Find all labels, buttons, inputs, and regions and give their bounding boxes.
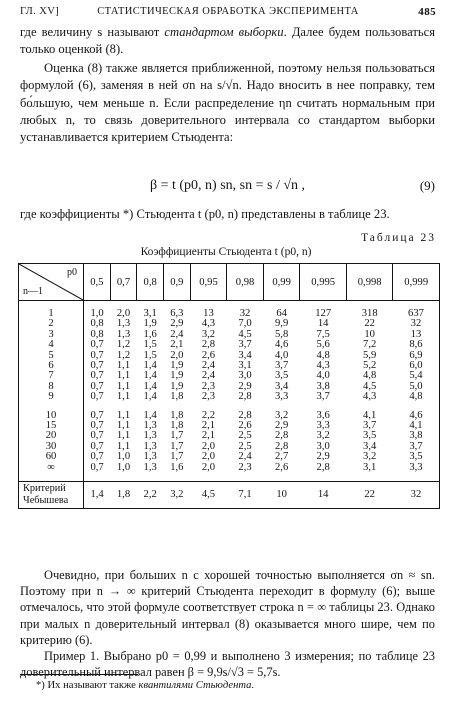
value-cell: 637 [408, 308, 424, 319]
value-cell: 4,0 [275, 349, 289, 361]
value-cell: 0,7 [90, 430, 104, 442]
row-n-cell: 7 [19, 371, 84, 381]
table-row [19, 309, 440, 319]
value-cell: 2,6 [201, 349, 216, 361]
value-cell: 4,1 [409, 420, 423, 432]
value-cell: 22 [364, 318, 375, 330]
chebyshev-value: 3,2 [164, 482, 191, 509]
value-cell: 1,7 [170, 440, 184, 452]
value-cell: 2,4 [201, 370, 216, 382]
page-number: 485 [418, 6, 436, 18]
formula-9 [20, 178, 435, 200]
spacer-cell [84, 473, 440, 482]
table-row [19, 421, 440, 431]
value-cell: 1,3 [143, 440, 157, 452]
value-cell: 5,0 [409, 380, 423, 392]
spacer-cell [84, 301, 440, 310]
value-cell: 1,3 [143, 461, 157, 473]
value-cell: 7,2 [363, 339, 377, 351]
value-cell: 1,4 [143, 380, 157, 392]
value-cell: 5,6 [316, 339, 330, 351]
row-n-cell: 30 [19, 442, 84, 452]
value-cell: 1,0 [116, 451, 131, 463]
table-row [19, 463, 440, 473]
value-cell: 1,7 [170, 451, 184, 463]
value-cell: 2,3 [238, 461, 252, 473]
value-cell: 4,1 [363, 409, 377, 421]
table-row [19, 452, 440, 462]
value-cell: 2,0 [116, 308, 131, 319]
value-cell: 127 [315, 308, 332, 319]
value-cell: 2,5 [238, 430, 252, 442]
value-cell: 4,6 [409, 409, 423, 421]
value-cell: 1,9 [170, 370, 184, 382]
value-cell: 2,0 [201, 440, 216, 452]
corner-cell [19, 264, 84, 301]
example-1: Пример 1. Выбрано p0 = 0,99 и выполнено 3 измерения; по таблице 23 доверительный интервал равен β = 9,9s/√3 = 5,7s. [20, 649, 435, 680]
value-cell: 1,9 [170, 380, 184, 392]
value-cell: 13 [203, 308, 214, 319]
value-cell: 2,8 [201, 339, 216, 351]
value-cell: 2,1 [201, 430, 216, 442]
para4-text: Очевидно, при больших n с хорошей точностью выполняется σn ≈ sn. Поэтому при n → ∞ критерий Стьюдента переходит в формулу (6); выше отмечалось, что этой формуле соответствует строка n = ∞ таблицы 23. Однако при малых n доверительный интервал (8) оказывается много шире, чем по критерию (6). [20, 568, 435, 647]
value-cell: 3,7 [238, 339, 252, 351]
value-cell: 318 [361, 308, 378, 319]
value-cell: 4,0 [316, 370, 330, 382]
value-cell: 3,4 [363, 440, 377, 452]
value-cell: 2,1 [170, 339, 184, 351]
value-cell: 4,8 [363, 370, 377, 382]
value-cell: 3,4 [238, 349, 252, 361]
value-cell: 4,6 [275, 339, 289, 351]
value-cell: 1,7 [170, 430, 184, 442]
chebyshev-label [19, 482, 84, 509]
value-cell: 1,6 [143, 328, 157, 340]
value-cell: 8,6 [409, 339, 423, 351]
value-cell: 3,7 [316, 391, 330, 403]
value-cell: 2,3 [201, 380, 216, 392]
value-cell: 1,1 [116, 440, 131, 452]
table-row [19, 371, 440, 381]
footnote-term: квантилями Стьюдента [138, 680, 252, 691]
value-cell: 3,4 [275, 380, 289, 392]
value-cell: 3,7 [409, 440, 423, 452]
chebyshev-value: 14 [300, 482, 347, 509]
chebyshev-value: 7,1 [227, 482, 264, 509]
running-header [20, 6, 436, 20]
value-cell: 4,5 [238, 328, 252, 340]
value-cell: 2,8 [238, 391, 252, 403]
table-row [19, 442, 440, 452]
value-cell: 2,1 [201, 420, 216, 432]
value-cell: 0,7 [90, 420, 104, 432]
value-cell: 4,5 [363, 380, 377, 392]
value-cell: 64 [276, 308, 287, 319]
chapter-label: ГЛ. XV] [20, 6, 60, 17]
value-cell: 3,3 [316, 420, 330, 432]
value-cell: 3,3 [275, 391, 289, 403]
corner-p0: p0 [67, 267, 77, 278]
chebyshev-value: 1,8 [110, 482, 137, 509]
row-n-cell: 9 [19, 392, 84, 402]
value-cell: 1,0 [116, 461, 131, 473]
value-cell: 0,7 [90, 440, 104, 452]
value-cell: 3,2 [201, 328, 216, 340]
table-row [19, 361, 440, 371]
chebyshev-value: 10 [263, 482, 300, 509]
value-cell: 1,9 [170, 360, 184, 372]
row-n-cell: 6 [19, 361, 84, 371]
chebyshev-label-line1: Критерий [23, 483, 66, 495]
value-cell: 2,4 [170, 328, 184, 340]
row-n-cell: 5 [19, 351, 84, 361]
value-cell: 3,2 [363, 451, 377, 463]
table-row [19, 319, 440, 329]
value-cell: 9,9 [275, 318, 289, 330]
value-cell: 4,3 [316, 360, 330, 372]
value-cell: 0,8 [90, 328, 104, 340]
table-row [19, 382, 440, 392]
value-cell: 10 [364, 328, 375, 340]
value-cell: 4,3 [363, 391, 377, 403]
row-n-cell: 15 [19, 421, 84, 431]
value-cell: 2,9 [238, 380, 252, 392]
value-cell: 1,1 [116, 370, 131, 382]
value-cell: 1,4 [143, 391, 157, 403]
value-cell: 4,8 [316, 349, 330, 361]
table-body [19, 301, 440, 509]
column-header: 0,998 [346, 264, 393, 301]
value-cell: 2,0 [170, 349, 184, 361]
table-row [19, 411, 440, 421]
value-cell: 0,7 [90, 380, 104, 392]
running-title: СТАТИСТИЧЕСКАЯ ОБРАБОТКА ЭКСПЕРИМЕНТА [97, 6, 359, 17]
chebyshev-row [19, 482, 440, 509]
value-cell: 32 [239, 308, 251, 319]
column-header: 0,8 [137, 264, 164, 301]
value-cell: 0,7 [90, 349, 104, 361]
value-cell: 2,0 [201, 451, 216, 463]
value-cell: 2,6 [275, 461, 289, 473]
chebyshev-value: 2,2 [137, 482, 164, 509]
value-cell: 3,8 [316, 380, 330, 392]
value-cell: 1,5 [143, 339, 157, 351]
value-cell: 5,4 [409, 370, 423, 382]
chebyshev-value: 4,5 [190, 482, 227, 509]
value-cell: 0,7 [90, 461, 104, 473]
value-cell: 5,8 [275, 328, 289, 340]
value-cell: 3,1 [238, 360, 252, 372]
value-cell: 2,2 [201, 409, 216, 421]
formula-number: (9) [419, 178, 435, 193]
value-cell: 3,7 [275, 360, 289, 372]
row-n-cell: 3 [19, 330, 84, 340]
value-cell: 1,1 [116, 360, 131, 372]
corner-n-minus-1: n—1 [23, 286, 43, 297]
value-cell: 1,3 [143, 420, 157, 432]
footnote [36, 680, 254, 691]
value-cell: 7,5 [316, 328, 330, 340]
value-cell: 2,0 [201, 461, 216, 473]
table-row [19, 431, 440, 441]
value-cell: 2,9 [316, 451, 330, 463]
value-cell: 1,4 [143, 360, 157, 372]
footnote-text-c: . [251, 680, 255, 691]
value-cell: 2,6 [238, 420, 252, 432]
value-cell: 2,8 [238, 409, 252, 421]
value-cell: 1,8 [170, 409, 184, 421]
value-cell: 1,2 [116, 349, 131, 361]
para1-text-a: где величину s называют [20, 25, 165, 39]
table-title: Коэффициенты Стьюдента t (p0, n) [140, 246, 312, 258]
column-header: 0,999 [393, 264, 440, 301]
value-cell: 0,7 [90, 451, 104, 463]
row-n-cell: 2 [19, 319, 84, 329]
value-cell: 1,4 [143, 409, 157, 421]
value-cell: 1,5 [143, 349, 157, 361]
value-cell: 2,8 [275, 440, 289, 452]
value-cell: 2,9 [275, 420, 289, 432]
paragraph-3: где коэффициенты *) Стьюдента t (p0, n) представлены в таблице 23. [20, 207, 390, 221]
value-cell: 1,3 [116, 328, 131, 340]
paragraph-4 [20, 567, 435, 680]
value-cell: 1,1 [116, 409, 131, 421]
chebyshev-value: 22 [346, 482, 393, 509]
row-n-cell: 8 [19, 382, 84, 392]
value-cell: 3,5 [275, 370, 289, 382]
column-header: 0,5 [84, 264, 111, 301]
value-cell: 5,9 [363, 349, 377, 361]
value-cell: 3,7 [363, 420, 377, 432]
value-cell: 1,1 [116, 430, 131, 442]
value-cell: 3,2 [275, 409, 289, 421]
value-cell: 5,2 [363, 360, 377, 372]
value-cell: 3,1 [143, 308, 157, 319]
student-coefficients-table [18, 263, 440, 509]
value-cell: 14 [317, 318, 329, 330]
value-cell: 0,7 [90, 360, 104, 372]
table-row [19, 392, 440, 402]
value-cell: 3,3 [409, 461, 423, 473]
chebyshev-value: 1,4 [84, 482, 111, 509]
value-cell: 2,5 [238, 440, 252, 452]
row-n-cell: 1 [19, 309, 84, 319]
value-cell: 1,0 [90, 308, 104, 319]
value-cell: 1,1 [116, 391, 131, 403]
column-header: 0,995 [300, 264, 347, 301]
value-cell: 1,1 [116, 420, 131, 432]
value-cell: 0,8 [90, 318, 104, 330]
table-spacer [19, 473, 440, 482]
paragraph-1 [20, 24, 435, 59]
value-cell: 3,6 [316, 409, 330, 421]
table-row [19, 340, 440, 350]
value-cell: 7,0 [238, 318, 252, 330]
table-spacer [19, 403, 440, 411]
table-label: Таблица 23 [361, 232, 436, 244]
table-row [19, 330, 440, 340]
value-cell: 0,7 [90, 339, 104, 351]
value-cell: 1,8 [170, 391, 184, 403]
value-cell: 3,0 [238, 370, 252, 382]
value-cell: 4,8 [409, 391, 423, 403]
value-cell: 1,1 [116, 380, 131, 392]
value-cell: 1,8 [170, 420, 184, 432]
footnote-rule [20, 674, 138, 675]
value-cell: 4,3 [201, 318, 216, 330]
column-header: 0,9 [164, 264, 191, 301]
value-cell: 3,1 [363, 461, 377, 473]
spacer-cell [19, 473, 84, 482]
value-cell: 3,5 [409, 451, 423, 463]
paragraph-2: Оценка (8) также является приближенной, поэтому нельзя пользоваться формулой (6), заменяя в ней σn на s/√n. Надо вносить в нее поправку, тем бо́льшую, чем меньше n. Если распределение ηn считать нормальным при любых n, то связь доверительного интервала со стандартом выборки устанавливается критерием Стьюдента: [20, 61, 435, 145]
value-cell: 32 [410, 318, 422, 330]
chebyshev-label-line2: Чебышева [23, 495, 69, 507]
value-cell: 0,7 [90, 409, 104, 421]
table-header-row [19, 264, 440, 301]
value-cell: 1,3 [143, 451, 157, 463]
value-cell: 0,7 [90, 370, 104, 382]
value-cell: 13 [410, 328, 422, 340]
row-n-cell: 4 [19, 340, 84, 350]
value-cell: 6,0 [409, 360, 423, 372]
value-cell: 2,7 [275, 451, 289, 463]
value-cell: 3,0 [316, 440, 330, 452]
value-cell: 2,8 [275, 430, 289, 442]
column-header: 0,7 [110, 264, 137, 301]
footnote-text-a: *) Их называют также [36, 680, 139, 691]
value-cell: 1,3 [143, 430, 157, 442]
value-cell: 3,2 [316, 430, 330, 442]
value-cell: 1,4 [143, 370, 157, 382]
table-row [19, 351, 440, 361]
row-n-cell: 60 [19, 452, 84, 462]
term-sample-standard: стандартом выборки [164, 25, 284, 39]
value-cell: 6,3 [170, 308, 184, 319]
row-n-cell: 20 [19, 431, 84, 441]
column-header: 0,95 [190, 264, 227, 301]
value-cell: 1,9 [143, 318, 157, 330]
value-cell: 2,8 [316, 461, 330, 473]
formula-expression: β = t (p0, n) sn, sn = s / √n , [149, 178, 306, 193]
value-cell: 2,3 [201, 391, 216, 403]
spacer-cell [84, 403, 440, 411]
column-header: 0,98 [227, 264, 264, 301]
row-n-cell: 10 [19, 411, 84, 421]
value-cell: 6,9 [409, 349, 423, 361]
value-cell: 1,6 [170, 461, 184, 473]
value-cell: 3,8 [409, 430, 423, 442]
para1-text-c: . Далее будем пользоваться только оценкой (8). [20, 25, 435, 57]
chebyshev-value: 32 [393, 482, 440, 509]
value-cell: 1,3 [116, 318, 131, 330]
value-cell: 2,4 [238, 451, 252, 463]
row-n-cell: ∞ [19, 463, 84, 473]
value-cell: 3,5 [363, 430, 377, 442]
value-cell: 2,4 [201, 360, 216, 372]
value-cell: 2,9 [170, 318, 184, 330]
value-cell: 1,2 [116, 339, 131, 351]
column-header: 0,99 [263, 264, 300, 301]
value-cell: 0,7 [90, 391, 104, 403]
